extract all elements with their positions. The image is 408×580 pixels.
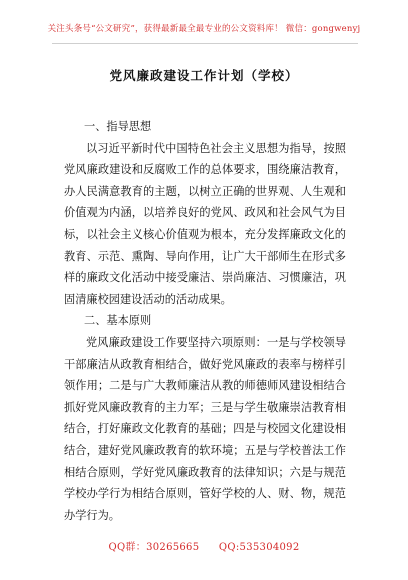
section-paragraph-guiding-ideology: 以习近平新时代中国特色社会主义思想为指导，按照党风廉政建设和反腐败工作的总体要求，围绕廉洁教育，办人民满意教育的主题，以树立正确的世界观、人生观和价值观为内涵，以培养良好的党风、政风和社会风气为目标，以社会主义核心价值观为根本，充分发挥廉政文化的教育、示范、熏陶、导向作用，让广大干部师生在形式多样的廉政文化活动中接受廉洁、崇尚廉洁、习惯廉洁，巩固清廉校园建设活动的活动成果。 [64, 141, 346, 306]
footer-contact [0, 538, 408, 553]
section-heading-basic-principles: 二、基本原则 [84, 314, 152, 328]
footer-qq-group: QQ群：30265665 [108, 542, 200, 553]
header-promo-note: 关注头条号“公文研究”，获得最新最全最专业的公文资料库！ 微信：gongwenyj [47, 24, 361, 34]
section-paragraph-basic-principles: 党风廉政建设工作要坚持六项原则：一是与学校领导干部廉洁从政教育相结合，做好党风廉政的表率与榜样引领作用；二是与广大教师廉洁从教的师德师风建设相结合抓好党风廉政教育的主力军；三是与学生敬廉崇洁教育相结合，打好廉政文化教育的基础；四是与校园文化建设相结合，建好党风廉政教育的软环境；五是与学校普法工作相结合原则，学好党风廉政教育的法律知识；六是与规范学校办学行为相结合原则，管好学校的人、财、物，规范办学行为。 [64, 335, 346, 522]
section-heading-guiding-ideology: 一、指导思想 [84, 120, 152, 133]
document-body [64, 116, 346, 526]
document-title: 党风廉政建设工作计划（学校） [109, 68, 299, 83]
footer-qq: QQ:535304092 [218, 542, 300, 553]
header-divider [52, 43, 358, 44]
